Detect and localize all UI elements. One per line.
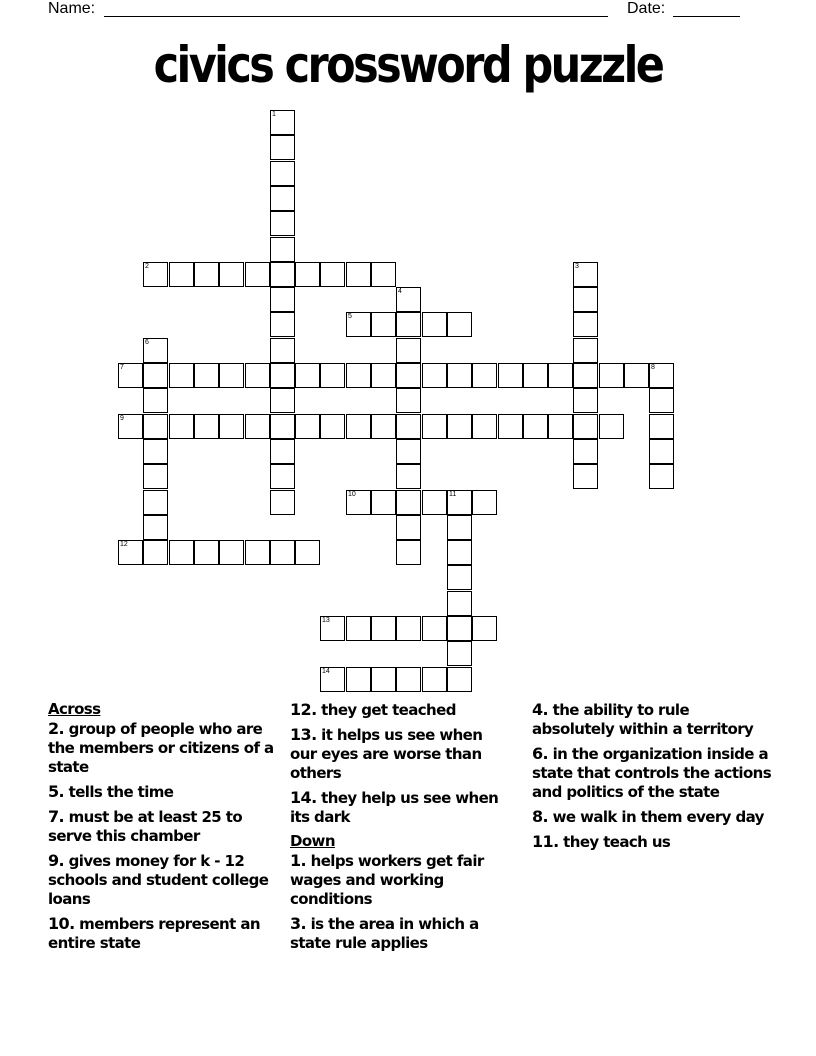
grid-cell[interactable] [270, 338, 295, 363]
grid-cell[interactable] [447, 667, 472, 692]
cell-number: 3 [575, 263, 579, 270]
grid-cell[interactable] [270, 110, 295, 135]
date-label: Date: [627, 0, 666, 17]
grid-cell[interactable] [143, 363, 168, 388]
grid-cell[interactable] [371, 667, 396, 692]
grid-cell[interactable] [245, 262, 270, 287]
grid-cell[interactable] [143, 464, 168, 489]
grid-cell[interactable] [169, 414, 194, 439]
grid-cell[interactable] [371, 262, 396, 287]
grid-cell[interactable] [295, 540, 320, 565]
grid-cell[interactable] [498, 363, 523, 388]
grid-cell[interactable] [143, 515, 168, 540]
clues-column-3 [532, 700, 772, 857]
grid-cell[interactable] [346, 414, 371, 439]
grid-cell[interactable] [396, 414, 421, 439]
grid-cell[interactable] [396, 490, 421, 515]
grid-cell[interactable] [143, 388, 168, 413]
grid-cell[interactable] [573, 262, 598, 287]
grid-cell[interactable] [118, 414, 143, 439]
clue-across-13: 13. it helps us see when our eyes are worse than others [290, 725, 483, 782]
grid-cell[interactable] [396, 616, 421, 641]
grid-cell[interactable] [169, 363, 194, 388]
clue-down-4: 4. the ability to rule absolutely within a territory [532, 700, 754, 738]
grid-cell[interactable] [270, 237, 295, 262]
grid-cell[interactable] [396, 464, 421, 489]
grid-cell[interactable] [649, 388, 674, 413]
grid-cell[interactable] [396, 363, 421, 388]
grid-cell[interactable] [649, 439, 674, 464]
grid-cell[interactable] [573, 388, 598, 413]
grid-cell[interactable] [245, 414, 270, 439]
grid-cell[interactable] [270, 312, 295, 337]
grid-cell[interactable] [270, 388, 295, 413]
grid-cell[interactable] [270, 211, 295, 236]
cell-number: 5 [348, 313, 352, 320]
grid-cell[interactable] [422, 616, 447, 641]
clues-column-1 [48, 700, 288, 958]
grid-cell[interactable] [270, 287, 295, 312]
grid-cell[interactable] [422, 363, 447, 388]
cell-number: 10 [348, 491, 356, 498]
clue-across-12: 12. they get teached [290, 700, 456, 719]
grid-cell[interactable] [396, 540, 421, 565]
grid-cell[interactable] [346, 490, 371, 515]
grid-cell[interactable] [422, 312, 447, 337]
grid-cell[interactable] [599, 414, 624, 439]
grid-cell[interactable] [422, 667, 447, 692]
grid-cell[interactable] [396, 439, 421, 464]
grid-cell[interactable] [371, 616, 396, 641]
grid-cell[interactable] [295, 262, 320, 287]
cell-number: 1 [272, 111, 276, 118]
cell-number: 14 [322, 668, 330, 675]
cell-number: 11 [449, 491, 457, 498]
grid-cell[interactable] [143, 262, 168, 287]
grid-cell[interactable] [649, 464, 674, 489]
cell-number: 12 [120, 541, 128, 548]
grid-cell[interactable] [270, 161, 295, 186]
down-heading: Down [290, 832, 335, 850]
grid-cell[interactable] [447, 540, 472, 565]
name-label: Name: [48, 0, 96, 17]
grid-cell[interactable] [371, 414, 396, 439]
grid-cell[interactable] [472, 363, 497, 388]
grid-cell[interactable] [573, 439, 598, 464]
grid-cell[interactable] [422, 414, 447, 439]
cell-number: 8 [651, 364, 655, 371]
clue-across-14: 14. they help us see when its dark [290, 788, 499, 826]
grid-cell[interactable] [245, 540, 270, 565]
grid-cell[interactable] [194, 414, 219, 439]
grid-cell[interactable] [346, 667, 371, 692]
grid-cell[interactable] [346, 616, 371, 641]
grid-cell[interactable] [346, 262, 371, 287]
grid-cell[interactable] [472, 414, 497, 439]
grid-cell[interactable] [143, 490, 168, 515]
grid-cell[interactable] [371, 312, 396, 337]
grid-cell[interactable] [371, 363, 396, 388]
cell-number: 4 [398, 288, 402, 295]
grid-cell[interactable] [219, 414, 244, 439]
grid-cell[interactable] [219, 262, 244, 287]
grid-cell[interactable] [599, 363, 624, 388]
page-title: civics crossword puzzle [153, 36, 663, 94]
grid-cell[interactable] [118, 540, 143, 565]
grid-cell[interactable] [447, 363, 472, 388]
grid-cell[interactable] [320, 414, 345, 439]
cell-number: 7 [120, 364, 124, 371]
grid-cell[interactable] [472, 616, 497, 641]
grid-cell[interactable] [270, 414, 295, 439]
clue-down-6: 6. in the organization inside a state that controls the actions and politics of the state [532, 744, 772, 801]
grid-cell[interactable] [320, 262, 345, 287]
grid-cell[interactable] [396, 515, 421, 540]
grid-cell[interactable] [371, 490, 396, 515]
grid-cell[interactable] [447, 515, 472, 540]
grid-cell[interactable] [320, 667, 345, 692]
grid-cell[interactable] [447, 490, 472, 515]
grid-cell[interactable] [320, 616, 345, 641]
grid-cell[interactable] [447, 414, 472, 439]
grid-cell[interactable] [169, 540, 194, 565]
grid-cell[interactable] [143, 540, 168, 565]
across-heading: Across [48, 700, 101, 718]
clue-down-3: 3. is the area in which a state rule applies [290, 914, 479, 952]
grid-cell[interactable] [270, 540, 295, 565]
grid-cell[interactable] [270, 135, 295, 160]
grid-cell[interactable] [270, 439, 295, 464]
grid-cell[interactable] [396, 287, 421, 312]
grid-cell[interactable] [573, 338, 598, 363]
clues-column-2 [290, 700, 505, 958]
grid-cell[interactable] [320, 363, 345, 388]
grid-cell[interactable] [447, 565, 472, 590]
clue-across-7: 7. must be at least 25 to serve this chamber [48, 807, 243, 845]
grid-cell[interactable] [523, 414, 548, 439]
grid-cell[interactable] [573, 363, 598, 388]
grid-cell[interactable] [447, 616, 472, 641]
clue-across-5: 5. tells the time [48, 782, 174, 801]
grid-cell[interactable] [143, 439, 168, 464]
grid-cell[interactable] [573, 464, 598, 489]
grid-cell[interactable] [447, 641, 472, 666]
cell-number: 2 [145, 263, 149, 270]
grid-cell[interactable] [396, 667, 421, 692]
grid-cell[interactable] [143, 338, 168, 363]
cell-number: 6 [145, 339, 149, 346]
grid-cell[interactable] [573, 414, 598, 439]
clue-down-1: 1. helps workers get fair wages and working conditions [290, 851, 484, 908]
grid-cell[interactable] [143, 414, 168, 439]
cell-number: 9 [120, 415, 124, 422]
grid-cell[interactable] [270, 363, 295, 388]
grid-cell[interactable] [447, 591, 472, 616]
grid-cell[interactable] [422, 490, 447, 515]
grid-cell[interactable] [548, 363, 573, 388]
grid-cell[interactable] [270, 262, 295, 287]
grid-cell[interactable] [573, 312, 598, 337]
grid-cell[interactable] [194, 540, 219, 565]
clue-across-2: 2. group of people who are the members or citizens of a state [48, 719, 274, 776]
clue-across-9: 9. gives money for k - 12 schools and student college loans [48, 851, 269, 908]
grid-cell[interactable] [346, 312, 371, 337]
grid-cell[interactable] [295, 414, 320, 439]
grid-cell[interactable] [270, 490, 295, 515]
grid-cell[interactable] [472, 490, 497, 515]
grid-cell[interactable] [649, 363, 674, 388]
grid-cell[interactable] [396, 338, 421, 363]
grid-cell[interactable] [624, 363, 649, 388]
grid-cell[interactable] [498, 414, 523, 439]
grid-cell[interactable] [219, 363, 244, 388]
grid-cell[interactable] [270, 186, 295, 211]
cell-number: 13 [322, 617, 330, 624]
grid-cell[interactable] [118, 363, 143, 388]
clue-down-8: 8. we walk in them every day [532, 807, 764, 826]
grid-cell[interactable] [649, 414, 674, 439]
grid-cell[interactable] [245, 363, 270, 388]
grid-cell[interactable] [219, 540, 244, 565]
grid-cell[interactable] [548, 414, 573, 439]
grid-cell[interactable] [346, 363, 371, 388]
grid-cell[interactable] [396, 312, 421, 337]
clue-across-10: 10. members represent an entire state [48, 914, 260, 952]
grid-cell[interactable] [523, 363, 548, 388]
clue-down-11: 11. they teach us [532, 832, 671, 851]
grid-cell[interactable] [396, 388, 421, 413]
grid-cell[interactable] [270, 464, 295, 489]
grid-cell[interactable] [295, 363, 320, 388]
grid-cell[interactable] [447, 312, 472, 337]
grid-cell[interactable] [194, 363, 219, 388]
grid-cell[interactable] [573, 287, 598, 312]
grid-cell[interactable] [194, 262, 219, 287]
grid-cell[interactable] [169, 262, 194, 287]
